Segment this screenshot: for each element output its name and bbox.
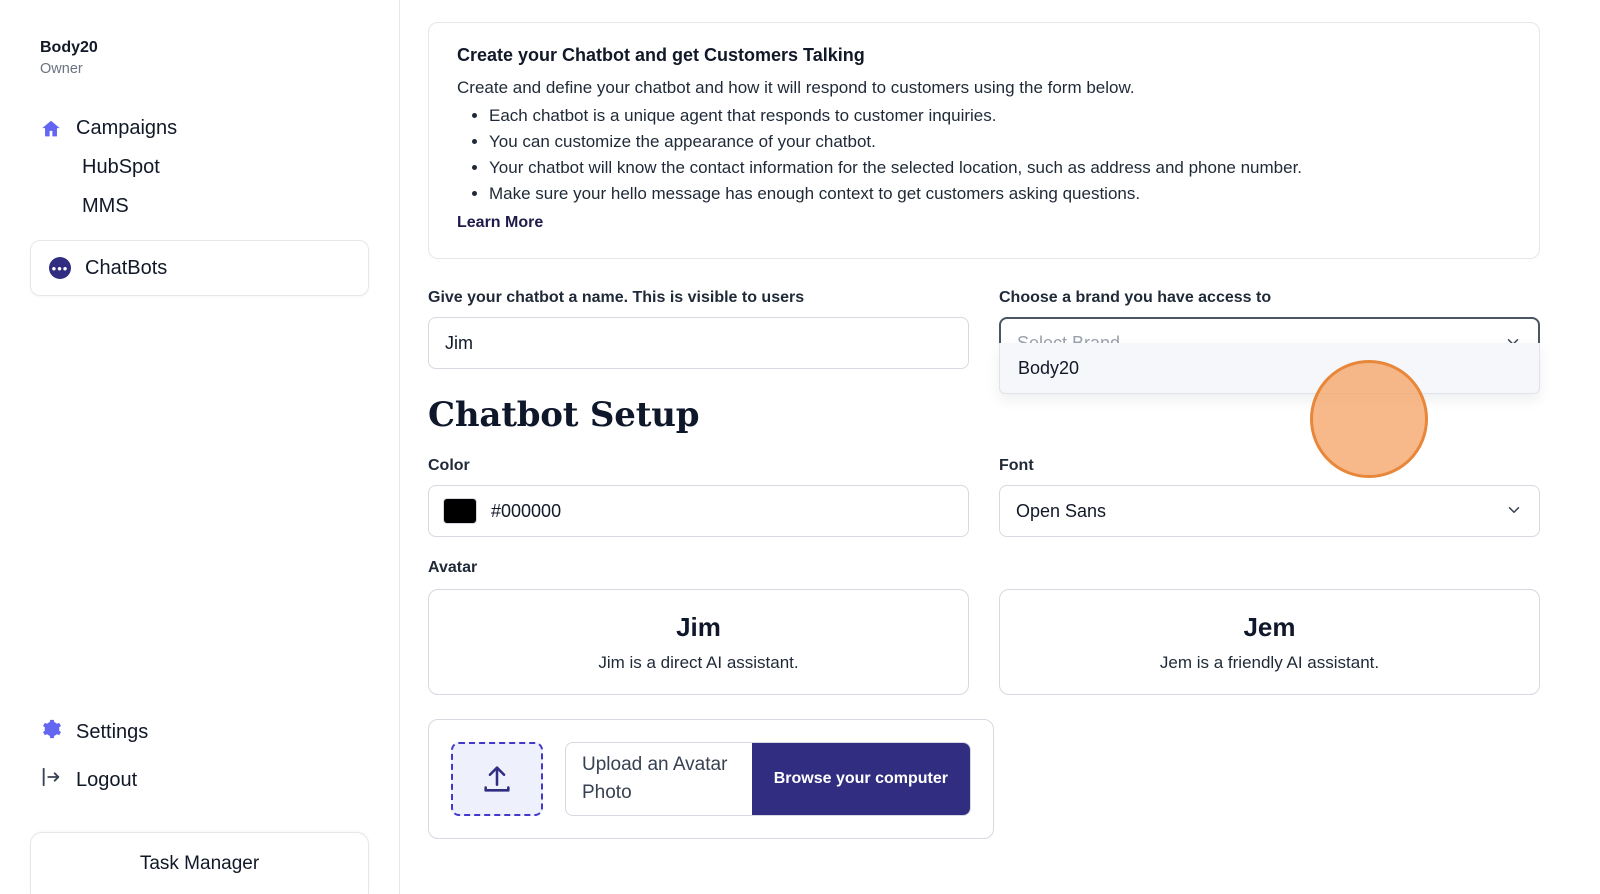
sidebar-item-label: ChatBots xyxy=(85,256,168,279)
sidebar-logout-label: Logout xyxy=(76,768,138,791)
info-card-bullets xyxy=(457,106,1511,204)
avatar-upload-card xyxy=(428,719,994,839)
list-item: • Each chatbot is a unique agent that responds to customer inquiries. xyxy=(489,106,1511,126)
info-card xyxy=(428,22,1540,259)
sidebar-item-label: MMS xyxy=(82,195,129,217)
sidebar-item-mms[interactable] xyxy=(0,187,399,226)
avatar-name: Jim xyxy=(676,611,721,642)
sidebar-item-settings[interactable] xyxy=(0,708,399,756)
avatar-desc: Jim is a direct AI assistant. xyxy=(598,652,799,672)
font-field xyxy=(999,457,1540,537)
sidebar-item-label: HubSpot xyxy=(82,156,160,178)
sidebar-item-logout[interactable] xyxy=(0,756,399,804)
avatar-label: Avatar xyxy=(428,559,478,576)
color-swatch[interactable] xyxy=(443,498,477,524)
chevron-down-icon xyxy=(1505,501,1523,522)
color-label: Color xyxy=(428,457,470,474)
sidebar-settings-label: Settings xyxy=(76,720,149,743)
list-item: • You can customize the appearance of your chatbot. xyxy=(489,132,1511,152)
font-select[interactable] xyxy=(999,485,1540,537)
avatar-option-jem[interactable] xyxy=(999,589,1540,695)
list-item: • Your chatbot will know the contact information for the selected location, such as address and phone number. xyxy=(489,158,1511,178)
section-title-chatbot-setup: Chatbot Setup xyxy=(428,395,700,435)
brand-select-label: Choose a brand you have access to xyxy=(999,289,1272,306)
avatar-desc: Jem is a friendly AI assistant. xyxy=(1159,652,1380,672)
avatar-name: Jem xyxy=(1243,611,1296,642)
brand-option-body20[interactable]: Body20 xyxy=(1018,357,1080,378)
gear-icon xyxy=(40,718,62,746)
info-card-title: Create your Chatbot and get Customers Talking xyxy=(457,45,865,65)
chatbot-identity-row xyxy=(428,289,1540,378)
account-name: Body20 xyxy=(40,39,98,56)
account-block xyxy=(0,0,399,77)
learn-more-link[interactable]: Learn More xyxy=(457,214,544,231)
sidebar-nav xyxy=(0,109,399,296)
avatar-options xyxy=(428,589,1540,695)
chatbot-name-label: Give your chatbot a name. This is visible to users xyxy=(428,289,805,306)
chat-bubble-icon: ••• xyxy=(49,257,71,279)
brand-select-field xyxy=(999,289,1540,378)
brand-select-dropdown xyxy=(999,343,1540,394)
info-card-subtitle: Create and define your chatbot and how it will respond to customers using the form below. xyxy=(457,78,1135,97)
sidebar xyxy=(0,0,400,894)
color-value: #000000 xyxy=(491,500,562,521)
chatbot-name-input[interactable] xyxy=(428,317,969,369)
font-select-value: Open Sans xyxy=(1016,500,1107,521)
color-field xyxy=(428,457,969,537)
home-icon xyxy=(40,118,62,140)
font-label: Font xyxy=(999,457,1034,474)
chatbot-name-field xyxy=(428,289,969,369)
upload-icon xyxy=(480,762,514,796)
task-manager-label: Task Manager xyxy=(139,852,260,874)
color-input[interactable] xyxy=(428,485,969,537)
sidebar-item-hubspot[interactable] xyxy=(0,148,399,187)
list-item: • Make sure your hello message has enough context to get customers asking questions. xyxy=(489,184,1511,204)
account-role: Owner xyxy=(40,61,83,77)
task-manager-card[interactable] xyxy=(30,832,369,894)
appearance-row xyxy=(428,457,1540,537)
sidebar-bottom xyxy=(0,708,399,894)
avatar-upload-placeholder: Upload an Avatar Photo xyxy=(582,754,728,803)
sidebar-item-chatbots[interactable] xyxy=(30,240,369,296)
main-content xyxy=(400,0,1600,894)
avatar-dropzone[interactable] xyxy=(451,742,543,816)
sidebar-item-label: Campaigns xyxy=(76,117,178,139)
browse-computer-button[interactable]: Browse your computer xyxy=(752,743,970,815)
sidebar-item-campaigns[interactable] xyxy=(0,109,399,148)
logout-icon xyxy=(40,766,62,794)
avatar-upload-field xyxy=(565,742,971,816)
avatar-option-jim[interactable] xyxy=(428,589,969,695)
